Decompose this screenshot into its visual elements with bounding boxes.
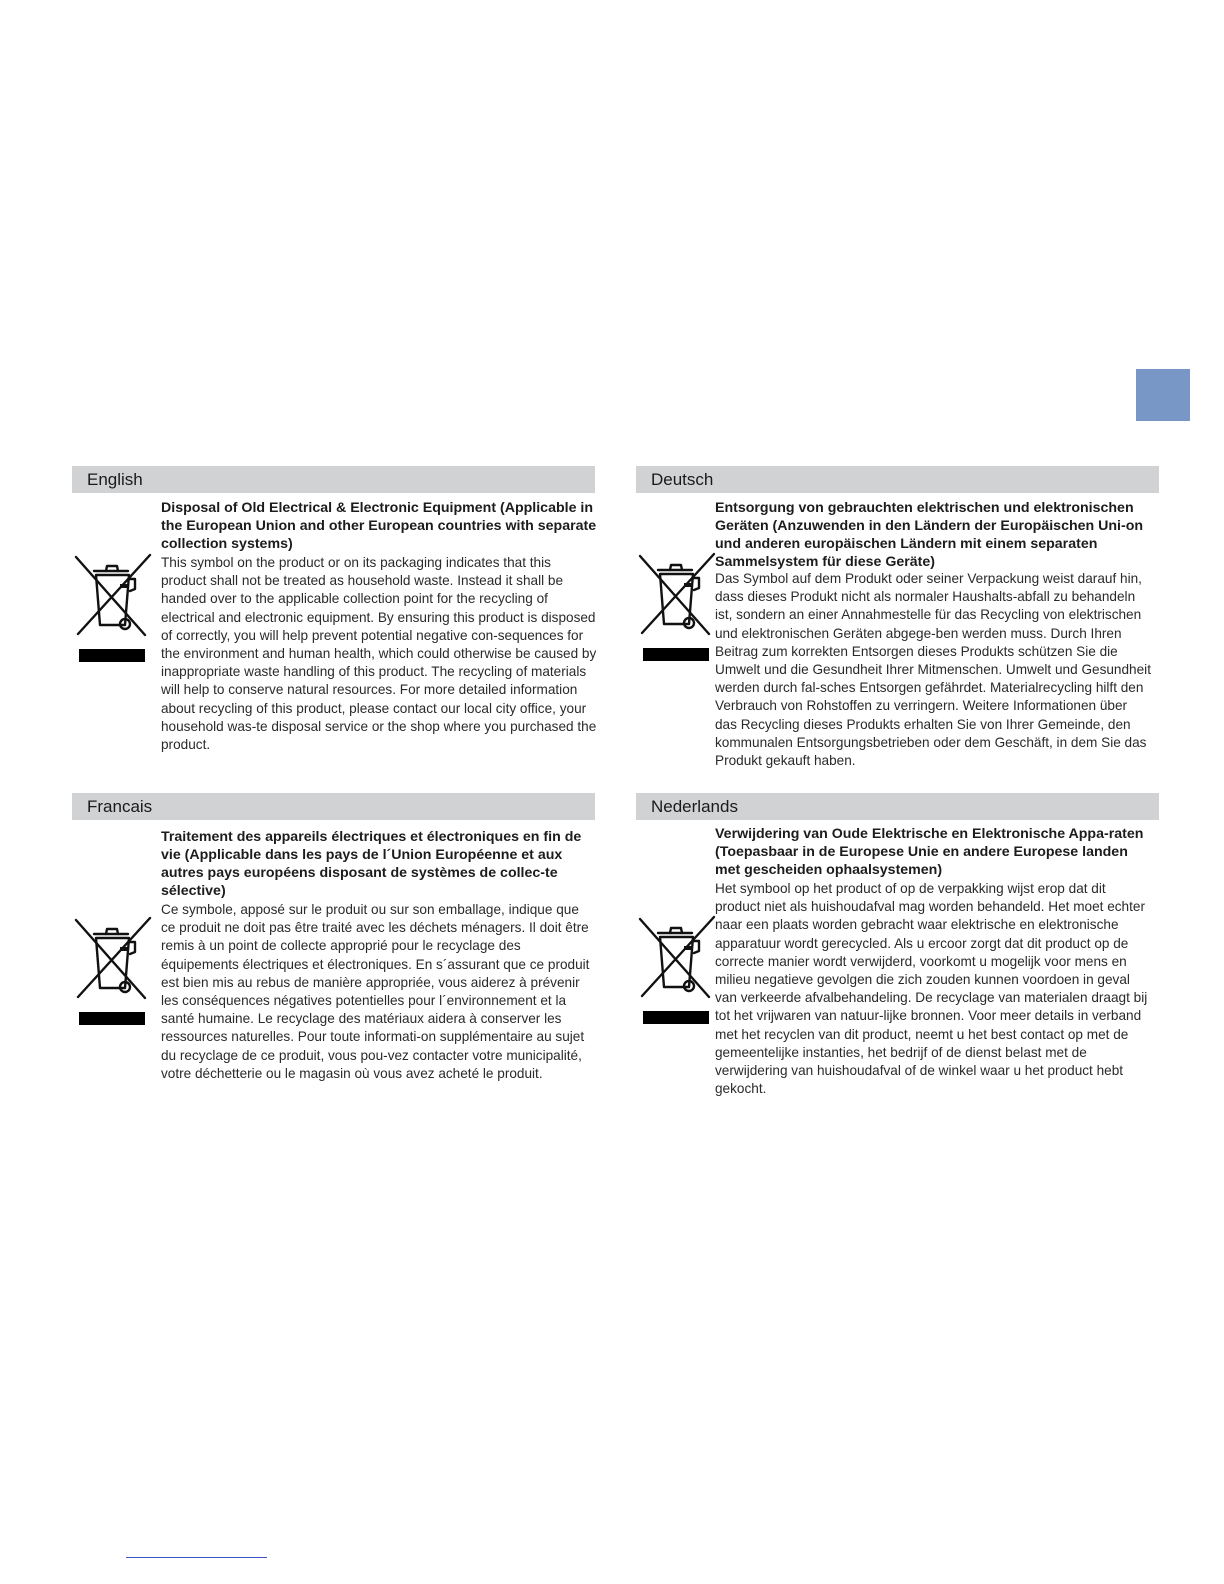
section-header: Nederlands	[636, 793, 1159, 820]
section-deutsch	[636, 466, 1159, 793]
section-header: English	[72, 466, 595, 493]
weee-crossed-bin-icon	[72, 914, 152, 1026]
section-body: This symbol on the product or on its packaging indicates that this product shall not be treated as household waste. Instead it shall be handed over to the applicable collection point for the recycling of electrical and electronic equipment. By ensuring this product is disposed of correctly, you will help prevent potential negative con-sequences for the environment and human health, which could otherwise be caused by inappropriate waste handling of this product. The recycling of materials will help to conserve natural resources. For more detailed information about recycling of this product, please contact our local city office, your household was-te disposal service or the shop where you purchased the product.	[161, 555, 597, 753]
section-body: Het symbool op het product of op de verpakking wijst erop dat dit product niet als huishoudafval mag worden behandeld. Het moet echter naar een plaats worden gebracht waar elektrische en elektronische apparatuur wordt gerecycled. Als u ercoor zorgt dat dit product op de correcte manier wordt verwijderd, voorkomt u mogelijk voor mens en milieu negatieve gevolgen die zich zouden kunnen voordoen in geval van verkeerde afvalbehandeling. De recyclage van materialen draagt bij tot het vrijwaren van natuur-lijke bronnen. Voor meer details in verband met het recyclen van dit product, neemt u het best contact op met de gemeentelijke instanties, het bedrijf of de dienst belast met de verwijdering van huishoudafval of de winkel waar u het product hebt gekocht.	[715, 881, 1148, 1097]
weee-crossed-bin-icon	[72, 551, 152, 663]
section-body: Ce symbole, apposé sur le produit ou sur son emballage, indique que ce produit ne doit pas être traité avec les déchets ménagers. Il doit être remis à un point de collecte approprié pour le recyclage des équipements électriques et électroniques. En s´assurant que ce produit est bien mis au rebus de manière appropriée, vous aiderez à prévenir les conséquences négatives potentielles pour l´environnement et la santé humaine. Le recyclage des matériaux aidera à conserver les ressources naturelles. Pour toute informati-on supplémentaire au sujet du recyclage de ce produit, vous pou-vez contacter votre municipalité, votre déchetterie ou le magasin où vous avez acheté le produit.	[161, 902, 590, 1081]
section-tab-marker	[1136, 369, 1190, 421]
footer-rule	[126, 1557, 267, 1558]
section-title: Verwijdering van Oude Elektrische en Elektronische Appa-raten (Toepasbaar in de Europese Unie en andere Europese landen met gescheiden ophaalsystemen)	[715, 826, 1144, 878]
section-title: Disposal of Old Electrical & Electronic Equipment (Applicable in the European Union and other European countries with separate collection systems)	[161, 500, 597, 552]
section-nederlands	[636, 793, 1159, 1110]
section-title: Traitement des appareils électriques et électroniques en fin de vie (Applicable dans les pays de l´Union Européenne et aux autres pays européens disposant de systèmes de collec-te sélective)	[161, 829, 582, 899]
section-english	[72, 466, 595, 783]
section-title: Entsorgung von gebrauchten elektrischen und elektronischen Geräten (Anzuwenden in den Ländern der Europäischen Uni-on und anderen europäischen Ländern mit einem separaten Sammelsystem für diese Geräte)	[715, 500, 1144, 570]
weee-crossed-bin-icon	[636, 913, 716, 1025]
section-body: Das Symbol auf dem Produkt oder seiner Verpackung weist darauf hin, dass dieses Produkt nicht als normaler Haushalts-abfall zu behandeln ist, sondern an einer Annahmestelle für das Recycling von elektrischen und elektronischen Geräten abgege-ben werden muss. Durch Ihren Beitrag zum korrekten Entsorgen dieses Produkts schützen Sie die Umwelt und die Gesundheit Ihrer Mitmenschen. Umwelt und Gesundheit werden durch fal-sches Entsorgen gefährdet. Materialrecycling hilft den Verbrauch von Rohstoffen zu verringern. Weitere Informationen über das Recycling dieses Produkts erhalten Sie von Ihrer Gemeinde, den kommunalen Entsorgungsbetrieben oder dem Geschäft, in dem Sie das Produkt gekauft haben.	[715, 571, 1151, 769]
section-francais	[72, 793, 595, 1110]
section-header: Deutsch	[636, 466, 1159, 493]
weee-crossed-bin-icon	[636, 550, 716, 662]
section-header: Francais	[72, 793, 595, 820]
